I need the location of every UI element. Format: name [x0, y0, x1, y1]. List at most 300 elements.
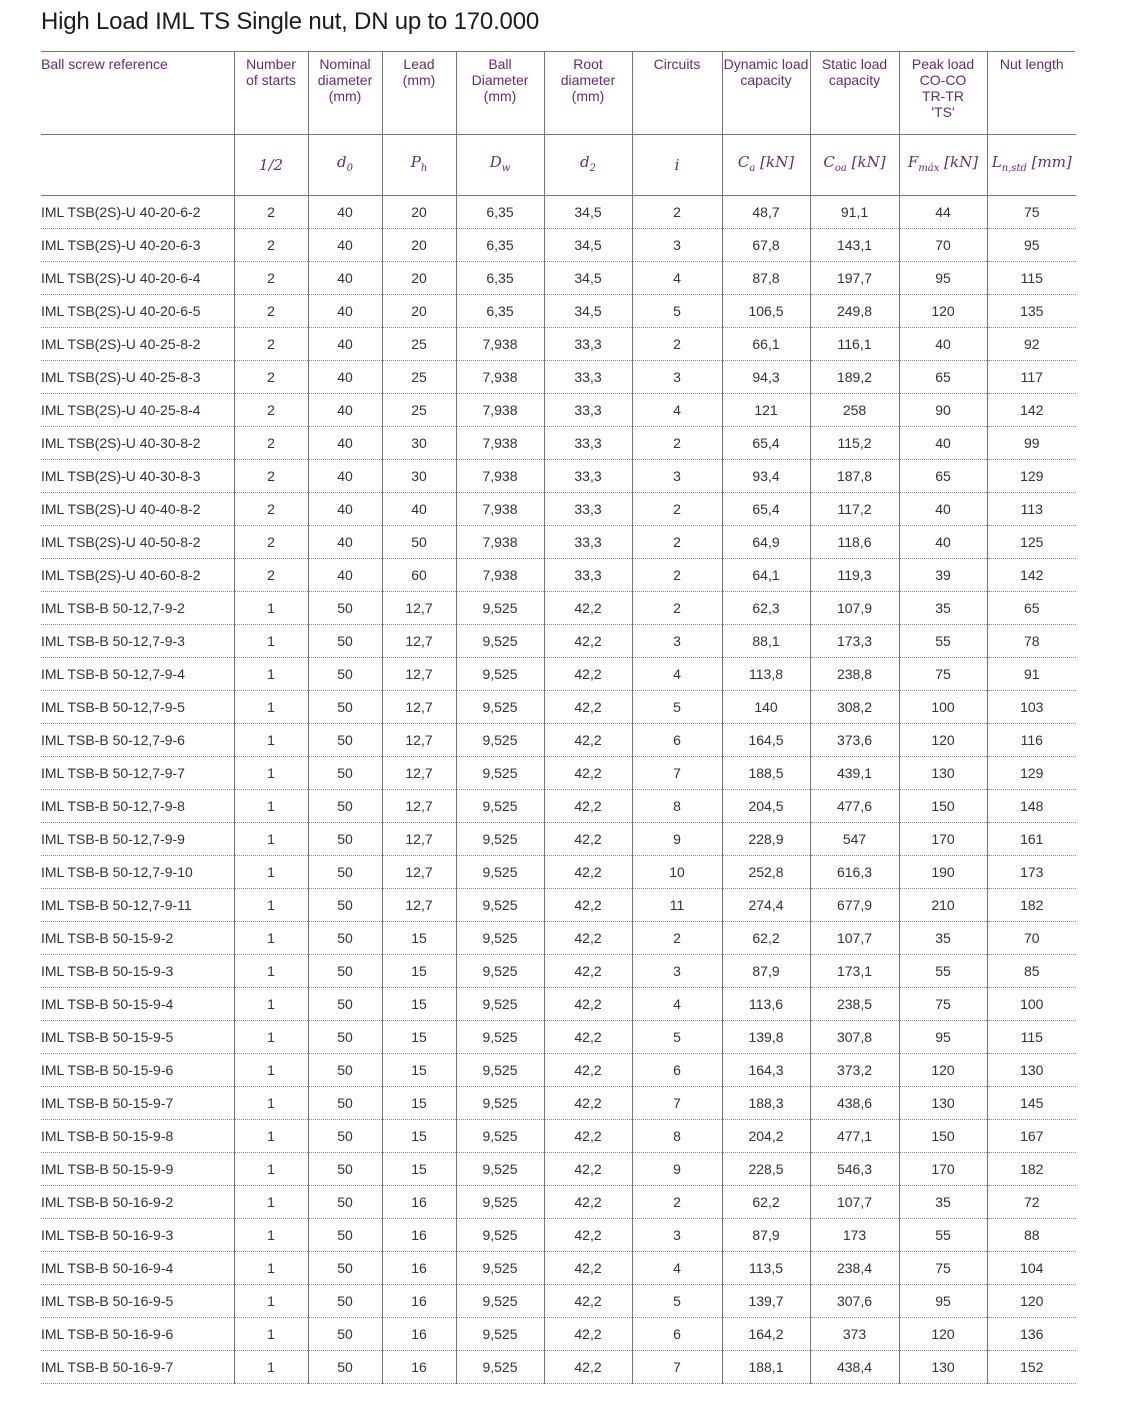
table-cell: 50: [308, 922, 382, 955]
table-cell: 228,5: [722, 1153, 810, 1186]
table-cell: 9,525: [456, 691, 544, 724]
table-cell: 9,525: [456, 1153, 544, 1186]
table-cell: 65: [899, 460, 987, 493]
table-cell: 2: [234, 394, 308, 427]
cell-reference: IML TSB(2S)-U 40-25-8-4: [41, 394, 234, 427]
table-row: [41, 1252, 1076, 1285]
cell-reference: IML TSB(2S)-U 40-25-8-3: [41, 361, 234, 394]
cell-reference: IML TSB(2S)-U 40-30-8-2: [41, 427, 234, 460]
table-cell: 66,1: [722, 328, 810, 361]
table-cell: 1: [234, 1219, 308, 1252]
table-cell: 50: [308, 1252, 382, 1285]
table-cell: 9,525: [456, 922, 544, 955]
table-cell: 107,7: [810, 922, 899, 955]
table-cell: 15: [382, 1120, 456, 1153]
table-cell: 145: [987, 1087, 1076, 1120]
table-cell: 2: [234, 559, 308, 592]
table-cell: 9,525: [456, 1120, 544, 1153]
table-cell: 33,3: [544, 526, 632, 559]
col-header-lead: [382, 52, 456, 135]
table-cell: 3: [632, 361, 722, 394]
table-cell: 2: [234, 229, 308, 262]
table-row: [41, 1153, 1076, 1186]
table-cell: 88: [987, 1219, 1076, 1252]
col-header-label: Dynamic load: [723, 56, 809, 72]
symbol-text: 1/2: [258, 156, 284, 174]
table-cell: 40: [308, 328, 382, 361]
table-cell: 307,8: [810, 1021, 899, 1054]
table-cell: 7: [632, 1351, 722, 1384]
table-row: [41, 955, 1076, 988]
table-row: [41, 361, 1076, 394]
table-cell: 50: [308, 1087, 382, 1120]
col-header-reference: [41, 52, 234, 135]
table-cell: 307,6: [810, 1285, 899, 1318]
table-cell: 1: [234, 592, 308, 625]
table-cell: 67,8: [722, 229, 810, 262]
table-cell: 40: [308, 295, 382, 328]
table-cell: 252,8: [722, 856, 810, 889]
cell-reference: IML TSB-B 50-16-9-7: [41, 1351, 234, 1384]
table-cell: 55: [899, 1219, 987, 1252]
cell-reference: IML TSB(2S)-U 40-25-8-2: [41, 328, 234, 361]
symbol-unit: [mm]: [1026, 152, 1072, 171]
table-cell: 95: [899, 1285, 987, 1318]
table-cell: 1: [234, 790, 308, 823]
table-cell: 50: [308, 592, 382, 625]
symbol-text: D: [489, 152, 502, 171]
table-cell: 12,7: [382, 823, 456, 856]
table-cell: 33,3: [544, 361, 632, 394]
table-cell: 16: [382, 1318, 456, 1351]
col-header-label: 'TS': [931, 104, 955, 120]
table-cell: 7,938: [456, 394, 544, 427]
cell-reference: IML TSB(2S)-U 40-50-8-2: [41, 526, 234, 559]
table-cell: 33,3: [544, 328, 632, 361]
table-cell: 100: [899, 691, 987, 724]
table-cell: 135: [987, 295, 1076, 328]
table-cell: 6,35: [456, 295, 544, 328]
table-cell: 60: [382, 559, 456, 592]
table-cell: 70: [987, 922, 1076, 955]
col-header-label: Static load: [821, 56, 888, 72]
table-cell: 120: [899, 295, 987, 328]
table-cell: 40: [308, 427, 382, 460]
table-cell: 152: [987, 1351, 1076, 1384]
table-cell: 4: [632, 988, 722, 1021]
table-cell: 130: [899, 757, 987, 790]
table-cell: 477,6: [810, 790, 899, 823]
cell-reference: IML TSB-B 50-15-9-5: [41, 1021, 234, 1054]
table-cell: 42,2: [544, 1186, 632, 1219]
table-cell: 25: [382, 328, 456, 361]
table-cell: 55: [899, 955, 987, 988]
table-cell: 50: [308, 1021, 382, 1054]
cell-reference: IML TSB-B 50-15-9-4: [41, 988, 234, 1021]
table-cell: 274,4: [722, 889, 810, 922]
symbol-starts: [234, 135, 308, 196]
table-cell: 3: [632, 955, 722, 988]
table-cell: 121: [722, 394, 810, 427]
table-cell: 1: [234, 1351, 308, 1384]
table-cell: 94,3: [722, 361, 810, 394]
table-cell: 189,2: [810, 361, 899, 394]
col-header-label: Diameter: [471, 72, 529, 88]
table-cell: 9,525: [456, 1252, 544, 1285]
table-cell: 35: [899, 922, 987, 955]
table-row: [41, 1219, 1076, 1252]
col-header-label: (mm): [328, 88, 362, 104]
table-cell: 42,2: [544, 1087, 632, 1120]
table-row: [41, 856, 1076, 889]
table-cell: 182: [987, 1153, 1076, 1186]
symbol-d0: [308, 135, 382, 196]
table-cell: 7,938: [456, 361, 544, 394]
table-cell: 2: [234, 328, 308, 361]
table-cell: 477,1: [810, 1120, 899, 1153]
table-cell: 42,2: [544, 790, 632, 823]
table-cell: 308,2: [810, 691, 899, 724]
table-cell: 72: [987, 1186, 1076, 1219]
table-cell: 9,525: [456, 724, 544, 757]
table-cell: 197,7: [810, 262, 899, 295]
table-cell: 9,525: [456, 823, 544, 856]
table-cell: 40: [308, 559, 382, 592]
table-cell: 6: [632, 724, 722, 757]
table-cell: 1: [234, 1153, 308, 1186]
table-cell: 9,525: [456, 658, 544, 691]
table-cell: 48,7: [722, 196, 810, 229]
table-cell: 40: [308, 493, 382, 526]
table-cell: 40: [308, 526, 382, 559]
table-cell: 117: [987, 361, 1076, 394]
table-cell: 1: [234, 1285, 308, 1318]
table-cell: 1: [234, 955, 308, 988]
table-row: [41, 1120, 1076, 1153]
table-cell: 34,5: [544, 196, 632, 229]
table-cell: 249,8: [810, 295, 899, 328]
table-cell: 50: [308, 790, 382, 823]
col-header-label: capacity: [828, 72, 881, 88]
symbol-text: C: [823, 152, 835, 171]
table-cell: 39: [899, 559, 987, 592]
cell-reference: IML TSB-B 50-12,7-9-6: [41, 724, 234, 757]
table-cell: 188,5: [722, 757, 810, 790]
table-cell: 75: [987, 196, 1076, 229]
col-header-label: diameter: [317, 72, 373, 88]
table-cell: 116: [987, 724, 1076, 757]
col-header-label: TR-TR: [922, 88, 964, 104]
symbol-sub: 2: [589, 162, 596, 174]
table-cell: 50: [308, 691, 382, 724]
table-cell: 50: [308, 889, 382, 922]
table-cell: 20: [382, 196, 456, 229]
table-cell: 75: [899, 658, 987, 691]
table-cell: 1: [234, 1087, 308, 1120]
table-cell: 118,6: [810, 526, 899, 559]
symbol-i: [632, 135, 722, 196]
spec-table: [41, 52, 1076, 1384]
table-cell: 187,8: [810, 460, 899, 493]
symbol-unit: [kN]: [755, 152, 795, 171]
table-cell: 50: [308, 658, 382, 691]
table-cell: 120: [987, 1285, 1076, 1318]
table-cell: 1: [234, 889, 308, 922]
cell-reference: IML TSB-B 50-12,7-9-10: [41, 856, 234, 889]
table-cell: 15: [382, 955, 456, 988]
table-cell: 42,2: [544, 988, 632, 1021]
table-cell: 439,1: [810, 757, 899, 790]
table-cell: 1: [234, 922, 308, 955]
table-cell: 33,3: [544, 460, 632, 493]
col-header-circuits: [632, 52, 722, 135]
table-cell: 50: [308, 823, 382, 856]
table-cell: 190: [899, 856, 987, 889]
table-cell: 12,7: [382, 691, 456, 724]
col-header-label: CO-CO: [919, 72, 967, 88]
table-cell: 9: [632, 823, 722, 856]
table-cell: 50: [308, 1153, 382, 1186]
col-header-nominal-diameter: [308, 52, 382, 135]
table-cell: 9,525: [456, 988, 544, 1021]
table-cell: 95: [899, 262, 987, 295]
table-cell: 7,938: [456, 526, 544, 559]
symbol-sub: n,std: [1001, 162, 1027, 174]
table-cell: 12,7: [382, 592, 456, 625]
col-header-label: capacity: [740, 72, 792, 88]
symbol-text: C: [737, 152, 750, 171]
col-header-label: (mm): [483, 88, 517, 104]
table-cell: 85: [987, 955, 1076, 988]
col-header-static-load: [810, 52, 899, 135]
table-cell: 100: [987, 988, 1076, 1021]
col-header-starts: [234, 52, 308, 135]
col-header-label: Number: [246, 56, 296, 72]
table-cell: 4: [632, 658, 722, 691]
table-row: [41, 196, 1076, 229]
table-cell: 438,6: [810, 1087, 899, 1120]
table-row: [41, 592, 1076, 625]
table-cell: 9,525: [456, 856, 544, 889]
table-cell: 12,7: [382, 790, 456, 823]
table-cell: 1: [234, 988, 308, 1021]
table-cell: 120: [899, 1318, 987, 1351]
table-cell: 2: [632, 592, 722, 625]
table-cell: 62,2: [722, 1186, 810, 1219]
table-cell: 2: [632, 559, 722, 592]
table-cell: 182: [987, 889, 1076, 922]
table-cell: 50: [308, 757, 382, 790]
table-cell: 9,525: [456, 1219, 544, 1252]
cell-reference: IML TSB-B 50-16-9-2: [41, 1186, 234, 1219]
table-cell: 42,2: [544, 724, 632, 757]
table-cell: 15: [382, 988, 456, 1021]
table-cell: 10: [632, 856, 722, 889]
table-cell: 78: [987, 625, 1076, 658]
cell-reference: IML TSB-B 50-15-9-3: [41, 955, 234, 988]
table-cell: 50: [308, 1351, 382, 1384]
table-cell: 373,2: [810, 1054, 899, 1087]
col-header-label: Lead: [403, 56, 435, 72]
symbol-sub: 0: [346, 162, 353, 174]
table-cell: 42,2: [544, 889, 632, 922]
table-cell: 40: [899, 493, 987, 526]
table-cell: 12,7: [382, 889, 456, 922]
table-cell: 65: [899, 361, 987, 394]
cell-reference: IML TSB-B 50-15-9-6: [41, 1054, 234, 1087]
table-cell: 15: [382, 1021, 456, 1054]
table-cell: 65: [987, 592, 1076, 625]
table-cell: 6,35: [456, 262, 544, 295]
table-cell: 1: [234, 856, 308, 889]
table-cell: 106,5: [722, 295, 810, 328]
table-cell: 6: [632, 1054, 722, 1087]
symbol-row: [41, 135, 1076, 196]
table-cell: 75: [899, 988, 987, 1021]
symbol-sub: a: [749, 162, 756, 174]
table-row: [41, 1021, 1076, 1054]
symbol-sub: oa: [834, 162, 847, 174]
table-cell: 33,3: [544, 493, 632, 526]
table-cell: 9: [632, 1153, 722, 1186]
table-cell: 7,938: [456, 559, 544, 592]
cell-reference: IML TSB-B 50-16-9-5: [41, 1285, 234, 1318]
cell-reference: IML TSB-B 50-15-9-7: [41, 1087, 234, 1120]
table-cell: 88,1: [722, 625, 810, 658]
table-row: [41, 460, 1076, 493]
table-cell: 167: [987, 1120, 1076, 1153]
table-cell: 42,2: [544, 1153, 632, 1186]
table-cell: 129: [987, 757, 1076, 790]
table-cell: 50: [308, 625, 382, 658]
table-cell: 87,9: [722, 1219, 810, 1252]
table-cell: 16: [382, 1285, 456, 1318]
cell-reference: IML TSB(2S)-U 40-40-8-2: [41, 493, 234, 526]
table-cell: 16: [382, 1252, 456, 1285]
table-row: [41, 724, 1076, 757]
table-cell: 40: [308, 361, 382, 394]
cell-reference: IML TSB-B 50-12,7-9-2: [41, 592, 234, 625]
table-cell: 3: [632, 229, 722, 262]
table-row: [41, 1186, 1076, 1219]
symbol-d2: [544, 135, 632, 196]
table-cell: 2: [632, 526, 722, 559]
table-cell: 2: [632, 493, 722, 526]
table-cell: 1: [234, 1120, 308, 1153]
table-cell: 64,9: [722, 526, 810, 559]
table-cell: 7,938: [456, 493, 544, 526]
table-cell: 12,7: [382, 625, 456, 658]
table-cell: 65,4: [722, 493, 810, 526]
table-row: [41, 757, 1076, 790]
cell-reference: IML TSB-B 50-12,7-9-5: [41, 691, 234, 724]
cell-reference: IML TSB-B 50-16-9-6: [41, 1318, 234, 1351]
symbol-text: i: [674, 156, 680, 174]
table-row: [41, 493, 1076, 526]
table-cell: 9,525: [456, 889, 544, 922]
table-cell: 62,3: [722, 592, 810, 625]
table-cell: 40: [308, 262, 382, 295]
table-cell: 2: [234, 493, 308, 526]
table-cell: 438,4: [810, 1351, 899, 1384]
table-row: [41, 922, 1076, 955]
cell-reference: IML TSB-B 50-12,7-9-4: [41, 658, 234, 691]
table-cell: 8: [632, 790, 722, 823]
table-cell: 170: [899, 823, 987, 856]
table-cell: 113: [987, 493, 1076, 526]
table-cell: 7,938: [456, 460, 544, 493]
table-cell: 188,3: [722, 1087, 810, 1120]
table-cell: 150: [899, 790, 987, 823]
table-cell: 9,525: [456, 955, 544, 988]
table-cell: 1: [234, 1252, 308, 1285]
col-header-label: Peak load: [911, 56, 975, 72]
table-cell: 15: [382, 922, 456, 955]
table-cell: 1: [234, 691, 308, 724]
symbol-text: d: [337, 152, 347, 171]
symbol-text: L: [991, 152, 1002, 171]
table-cell: 12,7: [382, 856, 456, 889]
table-cell: 4: [632, 1252, 722, 1285]
table-cell: 30: [382, 460, 456, 493]
table-cell: 173,1: [810, 955, 899, 988]
table-cell: 1: [234, 823, 308, 856]
table-cell: 204,5: [722, 790, 810, 823]
table-cell: 1: [234, 1318, 308, 1351]
symbol-dw: [456, 135, 544, 196]
table-cell: 238,8: [810, 658, 899, 691]
table-cell: 40: [308, 229, 382, 262]
cell-reference: IML TSB-B 50-15-9-2: [41, 922, 234, 955]
cell-reference: IML TSB-B 50-12,7-9-11: [41, 889, 234, 922]
table-cell: 50: [308, 1054, 382, 1087]
col-header-label: Root diameter: [560, 56, 616, 88]
table-cell: 50: [308, 724, 382, 757]
symbol-text: F: [907, 152, 919, 171]
table-cell: 87,8: [722, 262, 810, 295]
symbol-sub: w: [501, 162, 511, 174]
table-cell: 20: [382, 229, 456, 262]
table-row: [41, 691, 1076, 724]
table-cell: 9,525: [456, 1021, 544, 1054]
table-cell: 42,2: [544, 1285, 632, 1318]
table-cell: 5: [632, 691, 722, 724]
table-cell: 1: [234, 757, 308, 790]
table-cell: 50: [308, 1120, 382, 1153]
table-cell: 136: [987, 1318, 1076, 1351]
table-cell: 164,5: [722, 724, 810, 757]
table-cell: 547: [810, 823, 899, 856]
table-cell: 44: [899, 196, 987, 229]
table-cell: 7,938: [456, 427, 544, 460]
table-cell: 2: [234, 196, 308, 229]
table-cell: 120: [899, 1054, 987, 1087]
table-cell: 92: [987, 328, 1076, 361]
symbol-unit: [kN]: [846, 152, 886, 171]
table-cell: 25: [382, 361, 456, 394]
table-cell: 125: [987, 526, 1076, 559]
table-row: [41, 295, 1076, 328]
page-title: High Load IML TS Single nut, DN up to 170.000: [41, 8, 539, 35]
table-cell: 6,35: [456, 229, 544, 262]
table-cell: 9,525: [456, 1318, 544, 1351]
table-row: [41, 427, 1076, 460]
table-cell: 50: [308, 1285, 382, 1318]
table-cell: 130: [899, 1087, 987, 1120]
col-header-label: Nut length: [999, 56, 1064, 72]
cell-reference: IML TSB(2S)-U 40-20-6-4: [41, 262, 234, 295]
table-cell: 35: [899, 1186, 987, 1219]
